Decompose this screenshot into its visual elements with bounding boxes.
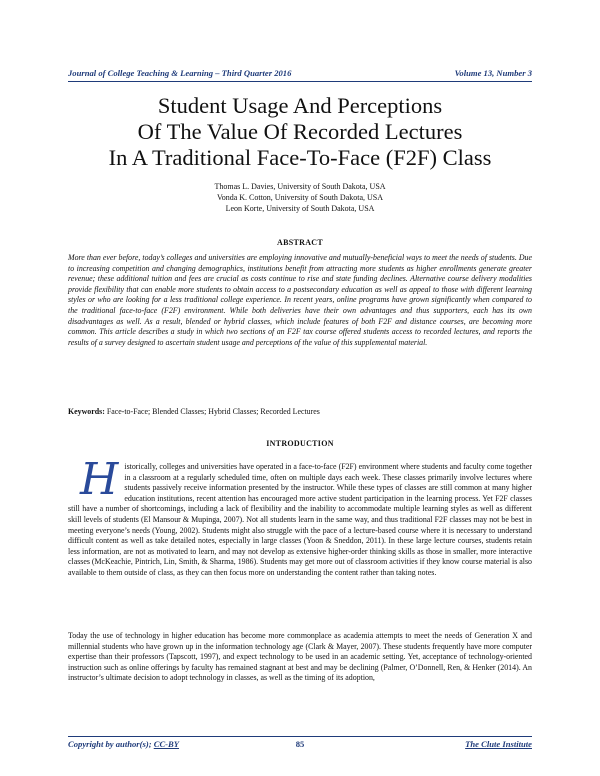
abstract-heading: ABSTRACT [277,238,323,247]
license-link[interactable]: CC-BY [153,739,180,749]
footer-rule [68,736,532,737]
page-footer [68,739,532,751]
copyright-text: Copyright by author(s); [68,739,152,749]
journal-name: Journal of College Teaching & Learning – Third Quarter 2016 [68,68,292,78]
author-3: Leon Korte, University of South Dakota, USA [225,204,375,213]
introduction-paragraph-2: Today the use of technology in higher education has become more commonplace as academia attempts to meet the needs of Generation X and millennial students who have grown up in the information technology age (Clark & Mayer, 2007). These students frequently have more computer expertise than their professors (Tapscott, 1997), and expect technology to be used in an academic setting. Yet, acceptance of technology-oriented instruction such as online offerings by faculty has remained stagnant at best and may be declining (Palmer, O’Donnell, Ren, & Henker (2014). An instructor’s ultimate decision to adopt technology in classes, as well as the timing of its adoption, [68,631,532,683]
paragraph-1-text: istorically, colleges and universities have operated in a face-to-face (F2F) environment where students and faculty come together in a classroom at a regularly scheduled time, often on multiple days each week. These classes primarily involve lectures where students passively receive information presented by the instructor. While these types of classes are still common at many higher education institutions, recent attention has encouraged more active student participation in the learning process. Yet F2F classes still have a number of shortcomings, including a lack of flexibility and the inability to accommodate multiple learning styles as well as different skill levels of students (El Mansour & Mupinga, 2007). Not all students learn in the same way, and thus traditional F2F classes may not be best in meeting everyone’s needs (Young, 2002). Students might also struggle with the pace of a lecture-based course where it is necessary to understand difficult content as well as take detailed notes, especially in large classes (Yoon & Sneddon, 2011). In these large lecture courses, students retain less information, are not as motivated to learn, and may not develop as extensive higher-order thinking skills as those in smaller, more interactive classes (McKeachie, Pintrich, Lin, Smith, & Sharma, 1986). Students may get more out of classroom activities if they know course material is also available to them outside of class, as they can then focus more on understanding the content rather than taking notes. [68,462,532,577]
introduction-paragraph-1 [68,454,532,579]
publisher-link[interactable]: The Clute Institute [465,739,532,749]
page-number: 85 [295,739,305,749]
volume-number: Volume 13, Number 3 [454,68,532,78]
keywords-text: Face-to-Face; Blended Classes; Hybrid Classes; Recorded Lectures [106,407,320,416]
author-list [120,181,480,214]
keywords-label: Keywords: [68,407,105,416]
header-rule [68,81,532,82]
title-line-3: In A Traditional Face-To-Face (F2F) Class [108,145,492,170]
paper-title [60,93,540,171]
title-line-1: Student Usage And Perceptions [157,93,443,118]
author-2: Vonda K. Cotton, University of South Dakota, USA [216,193,384,202]
title-line-2: Of The Value Of Recorded Lectures [137,119,463,144]
running-header [68,68,532,80]
keywords-line [68,407,532,416]
abstract-text: More than ever before, today’s colleges and universities are employing innovative and mutually-beneficial ways to meet the needs of students. Due to increasing competition and changing demographics, institutions benefit from attracting more students as higher enrollments generate greater revenue; these additional tuition and fees are crucial as costs continue to rise and state funding declines. Alternative course delivery modalities provide flexibility that can enable more students to obtain access to a postsecondary education as well as appeal to those with different learning styles or who are looking for a less traditional college experience. In recent years, online programs have grown significantly when compared to the traditional face-to-face (F2F) environment. While both deliveries have their own advantages and thus supporters, each has its own disadvantages as well. As a result, blended or hybrid classes, which include features of both F2F and distance courses, are becoming more common. This article describes a study in which two sections of an F2F tax course offered students access to recorded lectures, and reports the results of a survey designed to ascertain student usage and perceptions of the value of this supplemental material. [68,253,532,347]
introduction-heading: INTRODUCTION [266,439,334,448]
author-1: Thomas L. Davies, University of South Dakota, USA [214,182,386,191]
drop-cap: H [80,454,119,505]
